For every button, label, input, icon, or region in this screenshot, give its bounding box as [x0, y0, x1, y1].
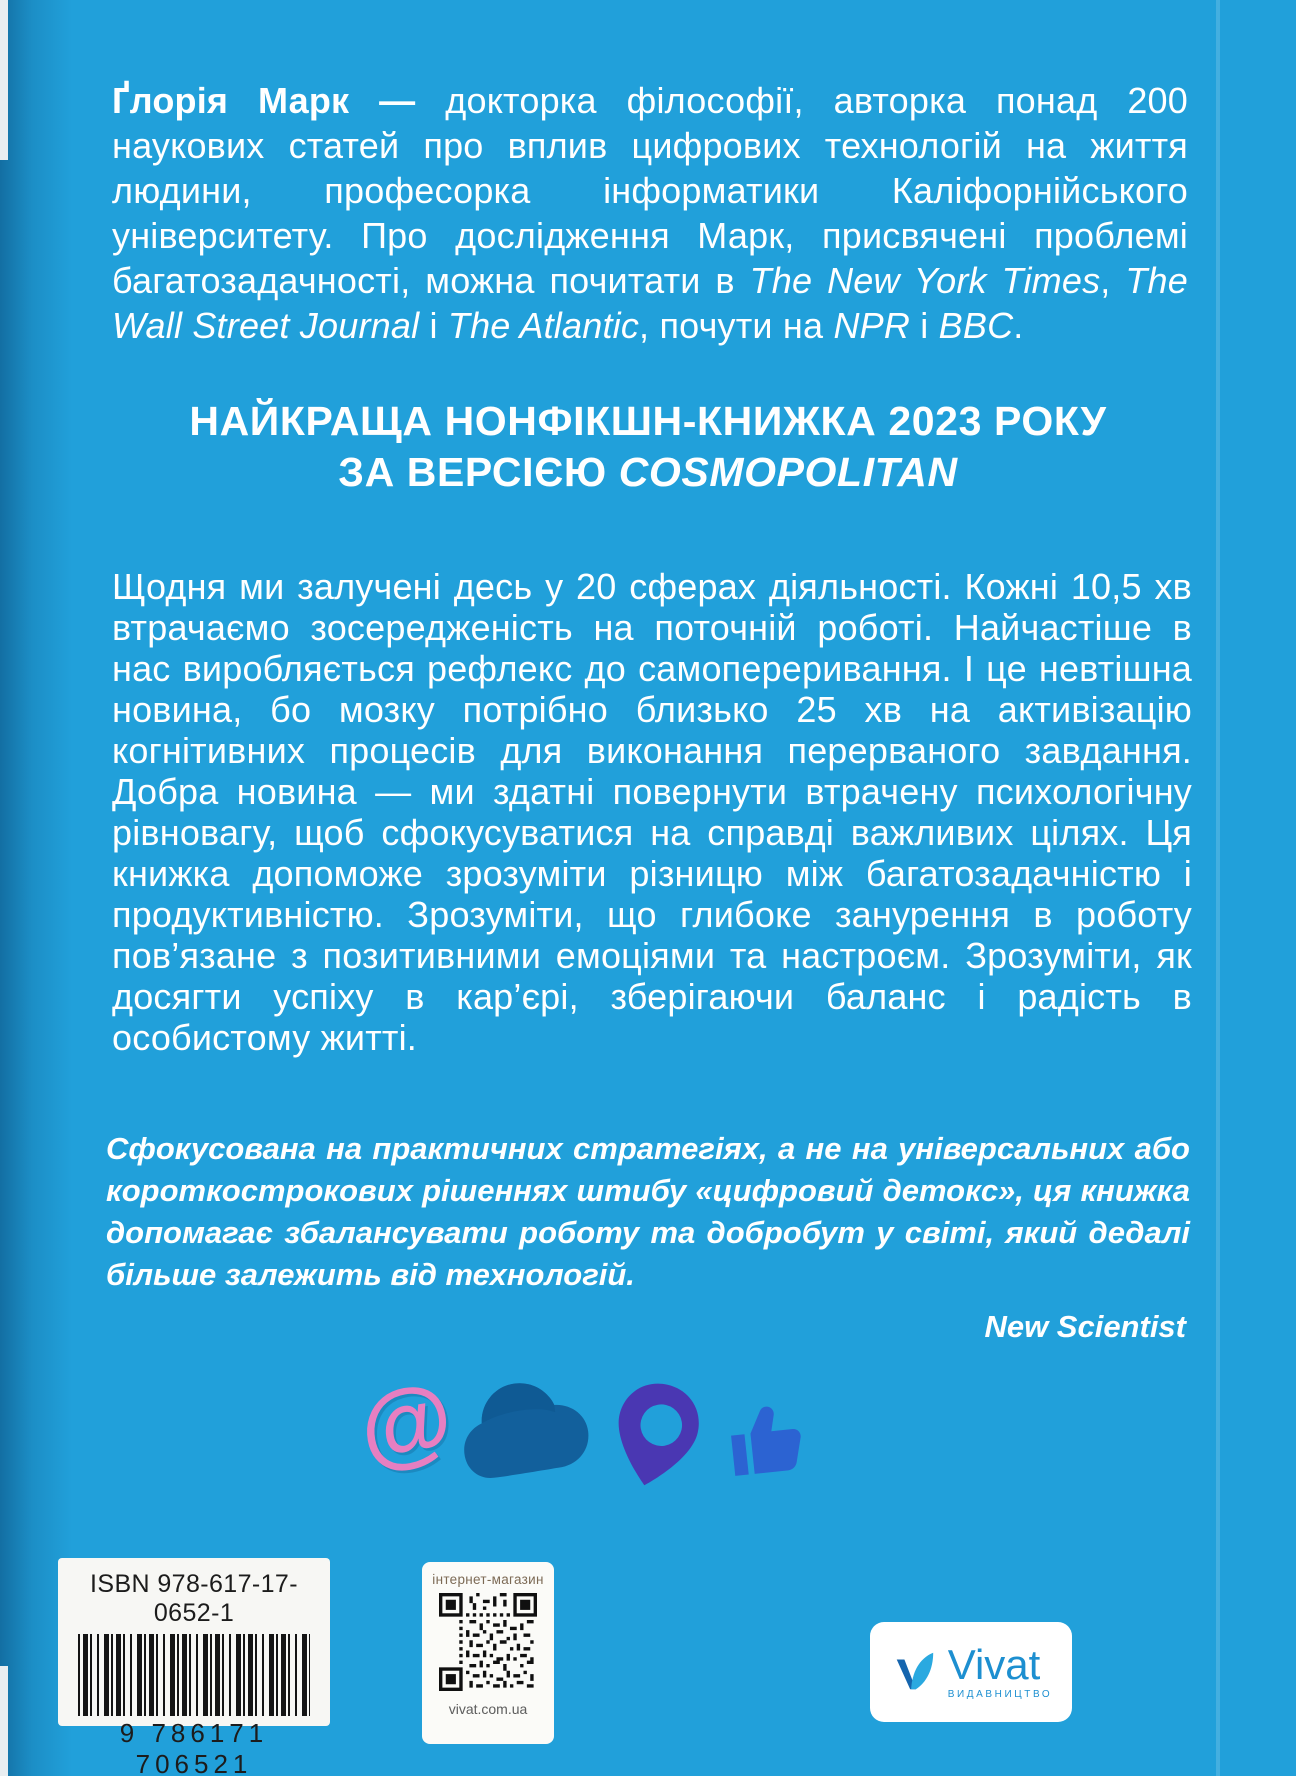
publisher-name: Vivat: [947, 1641, 1041, 1688]
award-line-2: ЗА ВЕРСІЄЮ COSMOPOLITAN: [338, 449, 958, 495]
synopsis-text: Щодня ми залучені десь у 20 сферах діяльності. Кожні 10,5 хв втрачаємо зосередженість на поточній роботі. Найчастіше в нас виробляється рефлекс до самопереривання. І це невтішна новина, бо мозку потрібно близько 25 хв на активізацію когнітивних процесів для виконання перерваного завдання. Добра новина — ми здатні повернути втрачену психологічну рівновагу, щоб сфокусуватися на справді важливих цілях. Ця книжка допоможе зрозуміти різницю між багатозадачністю і продуктивністю. Зрозуміти, що глибоке занурення в роботу пов’язане з позитивними емоціями та настроєм. Зрозуміти, як досягти успіху в кар’єрі, зберігаючи баланс і радість в особистому житті.: [112, 566, 1192, 1058]
publication-wsj: The Wall Street Journal: [112, 260, 1188, 346]
ean-barcode: [78, 1634, 310, 1716]
thumbs-up-icon: [713, 1385, 819, 1491]
barcode-digits: 9 786171 706521: [119, 1718, 269, 1776]
at-icon: @: [351, 1362, 461, 1483]
spine-shadow: [0, 0, 72, 1776]
publisher-wordmark: [947, 1641, 1053, 1700]
publisher-subtitle: ВИДАВНИЦТВО: [947, 1689, 1053, 1700]
award-heading: [0, 396, 1296, 498]
review-quote-block: [106, 1128, 1190, 1348]
bio-text: докторка філософії, авторка понад 200 наукових статей про вплив цифрових технологій на життя людини, професорка інформатики Каліфорнійського університету. Про дослідження Марк, присвячені проблемі багатозадачності, можна почитати в: [112, 80, 1188, 301]
author-bio: Ґлорія Марк — докторка філософії, авторка понад 200 наукових статей про вплив цифрових технологій на життя людини, професорка інформатики Каліфорнійського університету. Про дослідження Марк, присвячені проблемі багатозадачності, можна почитати в The New York Times, The Wall Street Journal і The Atlantic, почути на NPR і BBC.: [112, 80, 1188, 346]
cover-crease-line: [1216, 0, 1220, 1776]
scan-edge-top-left: [0, 0, 8, 160]
publication-npr: NPR: [833, 305, 911, 346]
publication-nyt: The New York Times: [749, 260, 1101, 301]
review-quote: Сфокусована на практичних стратегіях, а не на універсальних або короткострокових рішеннях штибу «цифровий детокс», ця книжка допомагає збалансувати роботу та добробут у світі, який дедалі більше залежить від технологій.: [106, 1131, 1190, 1292]
location-pin-icon: [601, 1373, 711, 1496]
publisher-logo-box: [870, 1622, 1072, 1722]
qr-code-box: [422, 1562, 554, 1744]
qr-code: [439, 1593, 537, 1691]
qr-url-label: vivat.com.ua: [448, 1701, 528, 1717]
isbn-number: ISBN 978-617-17-0652-1: [90, 1570, 298, 1627]
publication-atlantic: The Atlantic: [447, 305, 640, 346]
author-name: Ґлорія Марк —: [112, 80, 416, 121]
vivat-logo-icon: [890, 1648, 938, 1696]
review-source: New Scientist: [984, 1309, 1186, 1344]
scan-edge-bottom-left: [0, 1666, 8, 1776]
award-line-1: НАЙКРАЩА НОНФІКШН-КНИЖКА 2023 РОКУ: [189, 398, 1107, 444]
cloud-icon: [450, 1360, 599, 1488]
isbn-barcode-box: [58, 1558, 330, 1776]
publication-bbc: BBC: [938, 305, 1014, 346]
qr-top-label: інтернет-магазин: [432, 1572, 544, 1587]
cosmopolitan-title: COSMOPOLITAN: [618, 449, 958, 495]
